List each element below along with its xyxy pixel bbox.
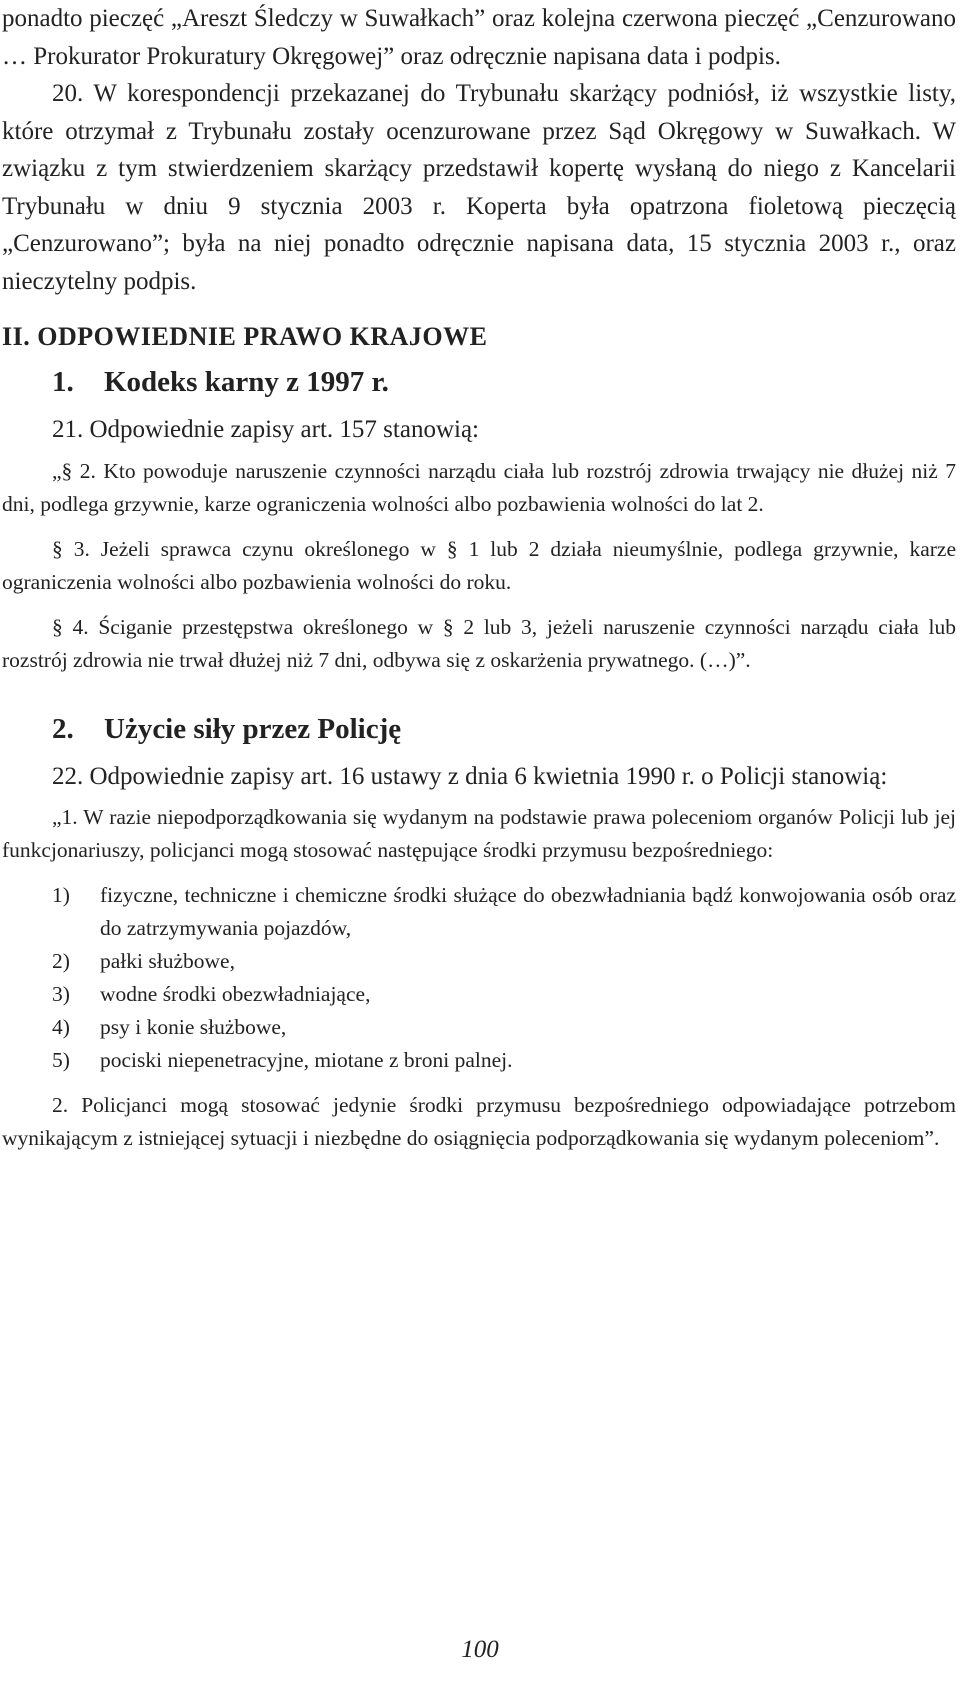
list-item bbox=[2, 945, 956, 978]
article-157-par-2: „§ 2. Kto powoduje naruszenie czynności narządu ciała lub rozstrój zdrowia trwający nie dłużej niż 7 dni, podlega grzywnie, karze ograniczenia wolności albo pozbawienia wolności do lat 2. bbox=[2, 458, 956, 516]
document-page bbox=[2, 0, 956, 1155]
police-act-par-2: 2. Policjanci mogą stosować jedynie środki przymusu bezpośredniego odpowiadające potrzebom wynikającym z istniejącej sytuacji i niezbędne do osiągnięcia podporządkowania się wydanym poleceniom”. bbox=[2, 1093, 956, 1150]
list-item-number: 1) bbox=[52, 883, 70, 907]
police-act-par-1: „1. W razie niepodporządkowania się wydanym na podstawie prawa poleceniom organów Policji lub jej funkcjonariuszy, policjanci mogą stosować następujące środki przymusu bezpośredniego: bbox=[2, 805, 956, 862]
article-157-par-4: § 4. Ściganie przestępstwa określonego w § 2 lub 3, jeżeli naruszenie czynności narządu ciała lub rozstrój zdrowia nie trwał dłużej niż 7 dni, odbywa się z oskarżenia prywatnego. (…)”. bbox=[2, 614, 956, 672]
list-item-number: 4) bbox=[52, 1015, 70, 1039]
list-item-text: pociski niepenetracyjne, miotane z broni palnej. bbox=[100, 1048, 513, 1072]
subsection-title: Użycie siły przez Policję bbox=[104, 712, 402, 745]
list-item-text: fizyczne, techniczne i chemiczne środki służące do obezwładniania bądź konwojowania osób oraz do zatrzymywania pojazdów, bbox=[100, 883, 956, 940]
subsection-title: Kodeks karny z 1997 r. bbox=[104, 366, 389, 398]
list-item bbox=[2, 879, 956, 945]
list-item bbox=[2, 1011, 956, 1044]
paragraph-20: 20. W korespondencji przekazanej do Trybunału skarżący podniósł, iż wszystkie listy, które otrzymał z Trybunału zostały ocenzurowane przez Sąd Okręgowy w Suwałkach. W związku z tym stwierdzeniem skarżący przedstawił kopertę wysłaną do niego z Kancelarii Trybunału w dniu 9 stycznia 2003 r. Koperta była opatrzona fioletową pieczęcią „Cenzurowano”; była na niej ponadto odręcznie napisana data, 15 stycznia 2003 r., oraz nieczytelny podpis. bbox=[2, 80, 956, 295]
paragraph-22: 22. Odpowiednie zapisy art. 16 ustawy z dnia 6 kwietnia 1990 r. o Policji stanowią: bbox=[52, 762, 888, 790]
page-number: 100 bbox=[461, 1636, 499, 1663]
subsection-heading-1 bbox=[2, 366, 956, 399]
paragraph-21: 21. Odpowiednie zapisy art. 157 stanowią: bbox=[52, 416, 479, 443]
paragraph-continued: ponadto pieczęć „Areszt Śledczy w Suwałkach” oraz kolejna czerwona pieczęć „Cenzurowano … Prokurator Prokuratury Okręgowej” oraz odręcznie napisana data i podpis. bbox=[2, 5, 956, 70]
subsection-heading-2 bbox=[2, 713, 956, 746]
list-item bbox=[2, 1044, 956, 1077]
list-item-text: pałki służbowe, bbox=[100, 949, 235, 973]
article-157-par-3: § 3. Jeżeli sprawca czynu określonego w § 1 lub 2 działa nieumyślnie, podlega grzywnie, karze ograniczenia wolności albo pozbawienia wolności do roku. bbox=[2, 536, 956, 594]
list-item-text: psy i konie służbowe, bbox=[100, 1015, 287, 1039]
list-item-number: 2) bbox=[52, 949, 70, 973]
subsection-number: 2. bbox=[52, 712, 74, 745]
section-heading-ii: II. ODPOWIEDNIE PRAWO KRAJOWE bbox=[2, 322, 488, 351]
coercive-measures-list bbox=[2, 879, 956, 1077]
list-item-number: 3) bbox=[52, 982, 70, 1006]
subsection-number: 1. bbox=[52, 366, 74, 398]
list-item-number: 5) bbox=[52, 1048, 70, 1072]
list-item-text: wodne środki obezwładniające, bbox=[100, 982, 371, 1006]
list-item bbox=[2, 978, 956, 1011]
